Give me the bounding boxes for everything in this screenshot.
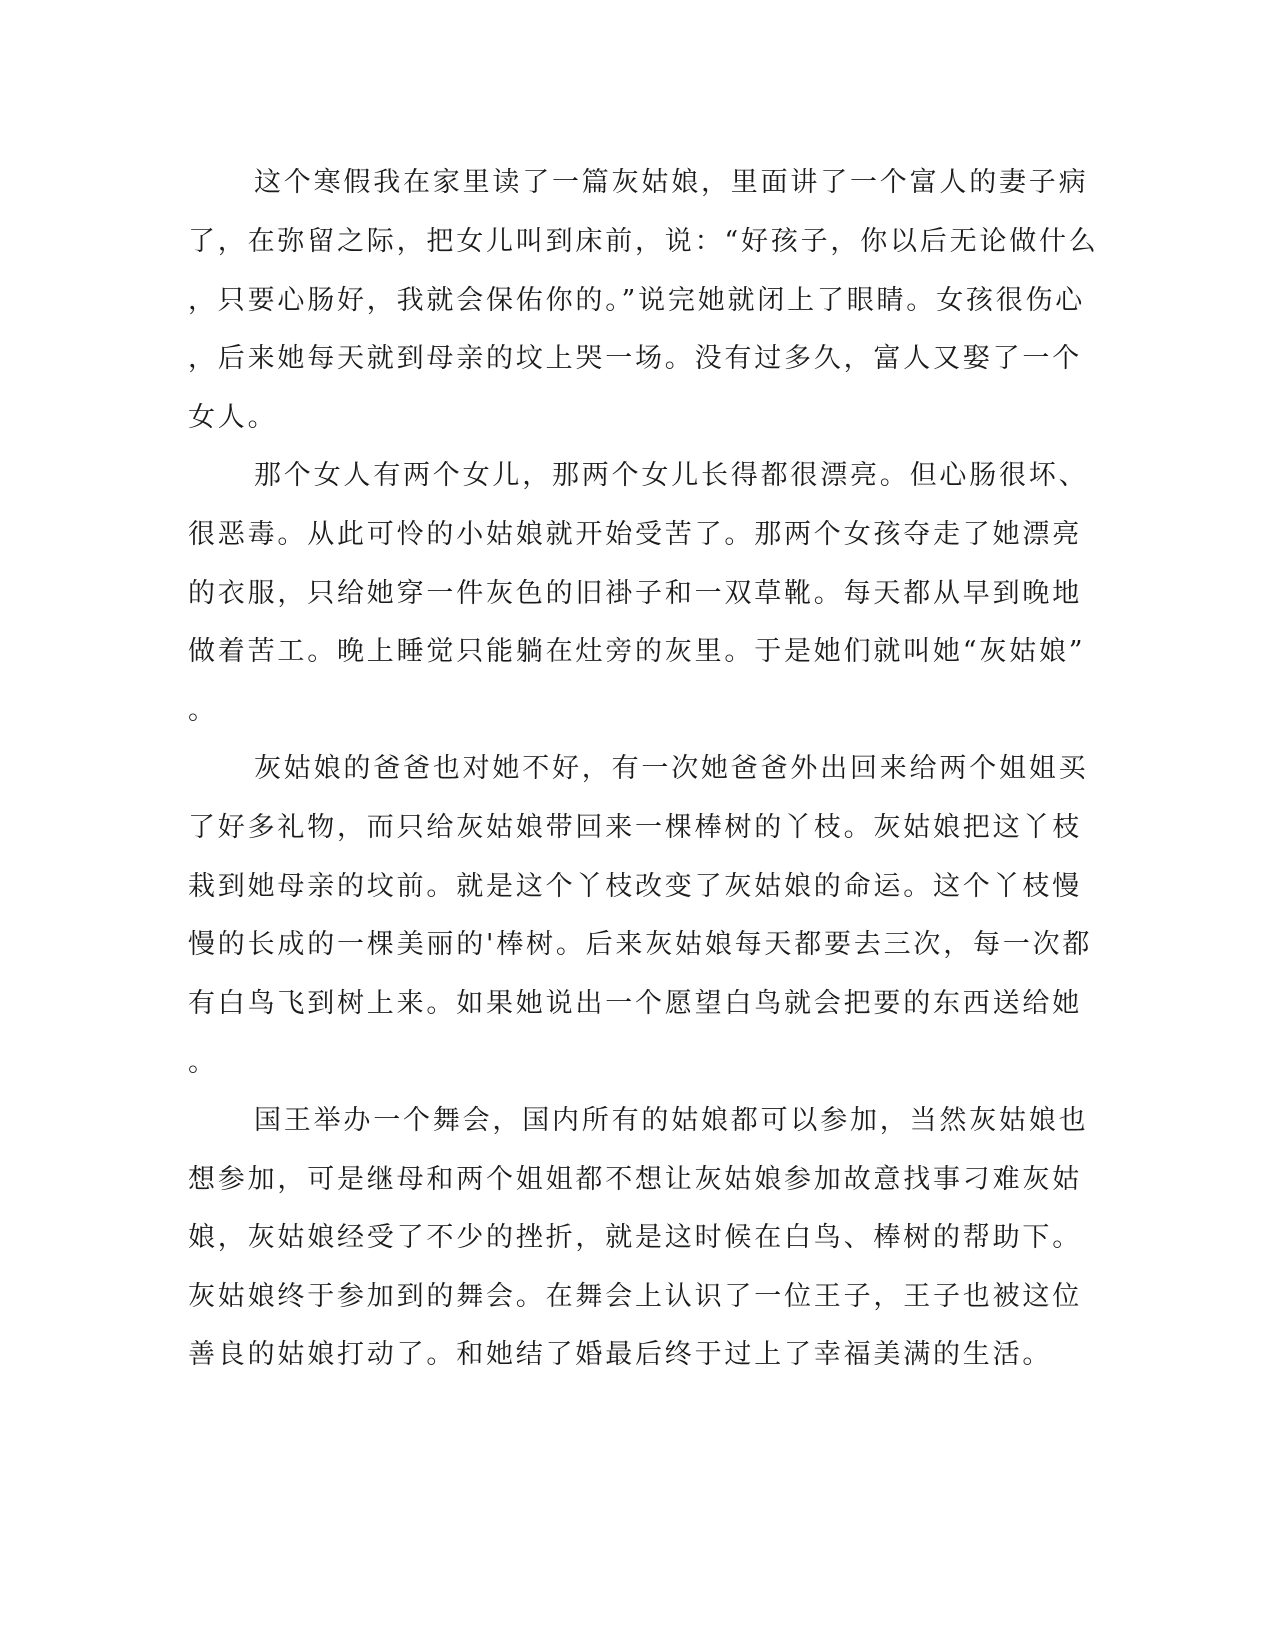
text-line: 灰姑娘的爸爸也对她不好，有一次她爸爸外出回来给两个姐姐买 [254,753,1089,784]
text-line: 善良的姑娘打动了。和她结了婚最后终于过上了幸福美满的生活。 [188,1339,1053,1370]
text-line: 了好多礼物，而只给灰姑娘带回来一棵棒树的丫枝。灰姑娘把这丫枝 [188,812,1082,843]
text-line: 栽到她母亲的坟前。就是这个丫枝改变了灰姑娘的命运。这个丫枝慢 [188,871,1082,902]
text-line: 想参加，可是继母和两个姐姐都不想让灰姑娘参加故意找事刁难灰姑 [188,1164,1082,1195]
text-line: 那个女人有两个女儿，那两个女儿长得都很漂亮。但心肠很坏、 [254,460,1089,491]
text-line: 很恶毒。从此可怜的小姑娘就开始受苦了。那两个女孩夺走了她漂亮 [188,519,1082,550]
text-line: ，后来她每天就到母亲的坟上哭一场。没有过多久，富人又娶了一个 [188,343,1082,374]
text-line: 了，在弥留之际，把女儿叫到床前，说：“好孩子，你以后无论做什么 [188,226,1099,257]
text-line: 慢的长成的一棵美丽的'棒树。后来灰姑娘每天都要去三次，每一次都 [188,929,1093,960]
text-line: 。 [188,1047,218,1078]
text-line: 国王举办一个舞会，国内所有的姑娘都可以参加，当然灰姑娘也 [254,1105,1089,1136]
text-line: 有白鸟飞到树上来。如果她说出一个愿望白鸟就会把要的东西送给她 [188,988,1082,1019]
text-line: 娘，灰姑娘经受了不少的挫折，就是这时候在白鸟、棒树的帮助下。 [188,1222,1082,1253]
text-line: 做着苦工。晚上睡觉只能躺在灶旁的灰里。于是她们就叫她“灰姑娘” [188,636,1086,667]
text-line: 女人。 [188,402,278,433]
text-line: 灰姑娘终于参加到的舞会。在舞会上认识了一位王子，王子也被这位 [188,1281,1082,1312]
text-line: 的衣服，只给她穿一件灰色的旧褂子和一双草靴。每天都从早到晚地 [188,578,1082,609]
text-line: ，只要心肠好，我就会保佑你的。”说完她就闭上了眼睛。女孩很伤心 [188,285,1086,316]
text-line: 这个寒假我在家里读了一篇灰姑娘，里面讲了一个富人的妻子病 [254,167,1089,198]
text-line: 。 [188,695,218,726]
